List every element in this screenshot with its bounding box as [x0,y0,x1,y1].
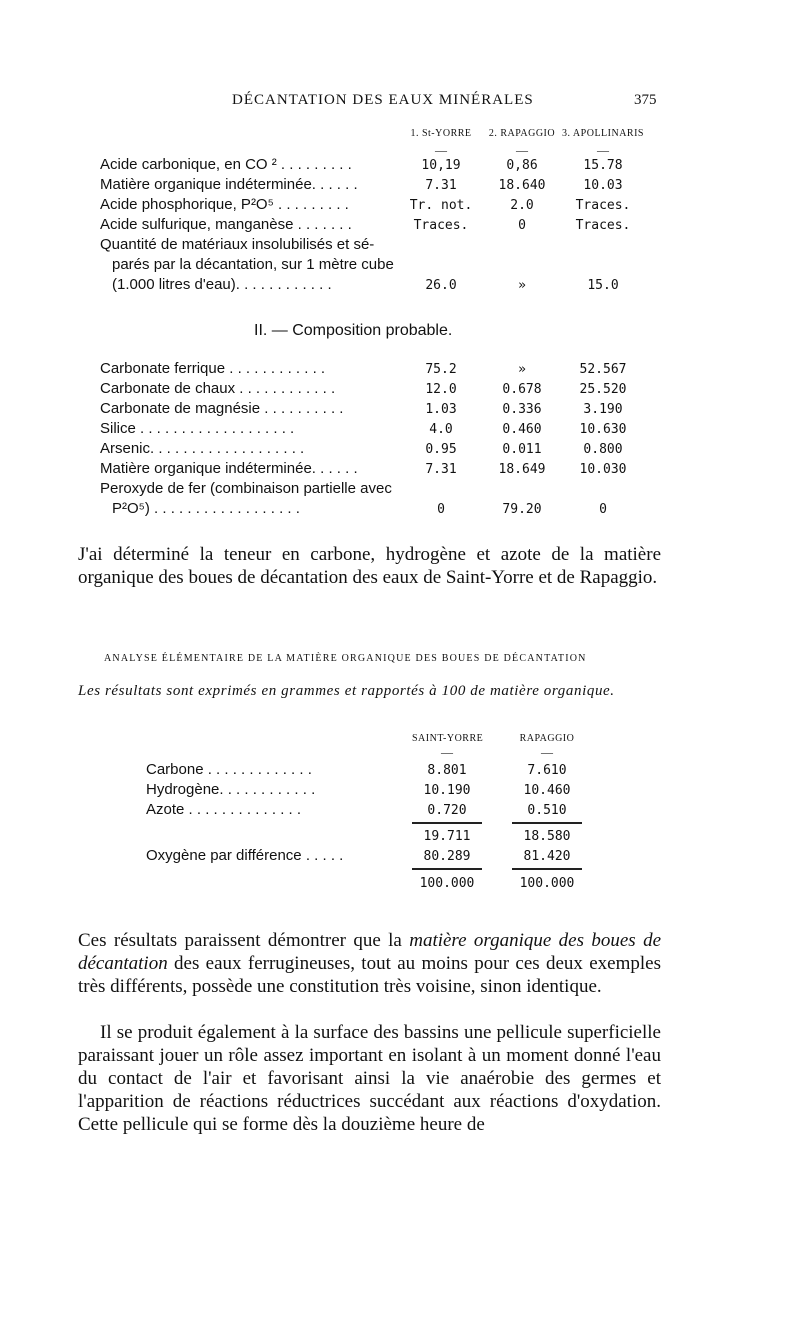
table-cell: Tr. not. [409,198,473,213]
table-row-label: Carbonate de chaux . . . . . . . . . . . . [100,380,336,397]
table-cell: 0.011 [502,442,542,457]
table-cell: 26.0 [425,278,457,293]
table-cell: 7.31 [425,178,457,193]
table-row-label: Carbone . . . . . . . . . . . . . [146,761,312,778]
total-cell: 100.000 [419,876,475,891]
table-row-label: Acide sulfurique, manganèse . . . . . . . [100,216,352,233]
column-header-saint-yorre: SAINT-YORRE [412,733,484,744]
table-cell: 3.190 [583,402,623,417]
body-paragraph: J'ai déterminé la teneur en carbone, hydrogène et azote de la matière organique des boues de décantation des eaux de Saint-Yorre et de Rapaggio. [78,544,661,588]
sum-rule [412,868,482,870]
table-cell: 10,19 [421,158,461,173]
table-row-label: Hydrogène. . . . . . . . . . . . [146,781,316,798]
table-cell: 25.520 [579,382,627,397]
table-cell: 0 [518,218,526,233]
table-cell: 10.630 [579,422,627,437]
table-cell: 80.289 [423,849,471,864]
analysis-note: Les résultats sont exprimés en grammes et rapportés à 100 de matière organique. [78,683,615,699]
column-header-apollinaris: 3. APOLLINARIS [561,128,644,139]
section-heading: II. — Composition probable. [254,322,453,339]
subtotal-cell: 19.711 [423,829,471,844]
column-dash: — [597,143,609,157]
table-row-label: Matière organique indéterminée. . . . . . [100,460,358,477]
running-title: DÉCANTATION DES EAUX MINÉRALES [232,92,534,108]
paragraph-text: Ces résultats paraissent démontrer que la [78,930,410,951]
table-row-label: Carbonate ferrique . . . . . . . . . . . . [100,360,326,377]
table-row-label: (1.000 litres d'eau). . . . . . . . . . . . [112,276,332,293]
analysis-title: ANALYSE ÉLÉMENTAIRE DE LA MATIÈRE ORGANIQUE DES BOUES DE DÉCANTATION [104,653,587,664]
table-cell: 15.78 [583,158,623,173]
table-cell: 0.800 [583,442,623,457]
table-row-label: Oxygène par différence . . . . . [146,847,344,864]
sum-rule [512,822,582,824]
column-dash: — [516,143,528,157]
column-header-rapaggio: 2. RAPAGGIO [488,128,556,139]
table-row-label: Acide carbonique, en CO ² . . . . . . . . . [100,156,352,173]
table-cell: 1.03 [425,402,457,417]
table-row-label: parés par la décantation, sur 1 mètre cube [112,256,394,273]
column-dash: — [441,745,453,759]
table-cell: 0.95 [425,442,457,457]
table-cell: 0 [599,502,607,517]
table-cell: 79.20 [502,502,542,517]
table-cell: 10.030 [579,462,627,477]
table-cell: 10.190 [423,783,471,798]
sum-rule [512,868,582,870]
table-row-label: P²O⁵) . . . . . . . . . . . . . . . . . . [112,500,300,517]
sum-rule [412,822,482,824]
table-cell: 18.649 [498,462,546,477]
column-header-rapaggio: RAPAGGIO [519,733,575,744]
total-cell: 100.000 [519,876,575,891]
table-cell: 75.2 [425,362,457,377]
table-row-label: Matière organique indéterminée. . . . . . [100,176,358,193]
table-cell: 0.510 [527,803,567,818]
table-row-label: Arsenic. . . . . . . . . . . . . . . . . . . [100,440,305,457]
table-cell: Traces. [413,218,469,233]
table-cell: » [518,362,526,377]
table-row-label: Azote . . . . . . . . . . . . . . [146,801,302,818]
table-cell: 2.0 [510,198,534,213]
table-row-label: Carbonate de magnésie . . . . . . . . . . [100,400,344,417]
table-row-label: Quantité de matériaux insolubilisés et sé- [100,236,375,253]
table-cell: 52.567 [579,362,627,377]
subtotal-cell: 18.580 [523,829,571,844]
table-cell: 0.720 [427,803,467,818]
table-cell: 7.610 [527,763,567,778]
table-cell: 18.640 [498,178,546,193]
table-cell: Traces. [575,198,631,213]
table-cell: 0.678 [502,382,542,397]
body-paragraph [78,929,661,998]
table-cell: Traces. [575,218,631,233]
table-cell: 81.420 [523,849,571,864]
table-cell: 4.0 [429,422,453,437]
table-cell: » [518,278,526,293]
table-cell: 10.03 [583,178,623,193]
column-dash: — [541,745,553,759]
table-cell: 0,86 [506,158,538,173]
column-header-st-yorre: 1. St-YORRE [410,128,472,139]
paragraph-text: des eaux ferrugineuses, tout au moins pour ces deux exemples très différents, possède une constitution très voisine, sinon identique. [78,953,661,997]
table-cell: 10.460 [523,783,571,798]
table-cell: 8.801 [427,763,467,778]
column-dash: — [435,143,447,157]
table-cell: 15.0 [587,278,619,293]
table-row-label: Peroxyde de fer (combinaison partielle avec [100,480,392,497]
table-cell: 7.31 [425,462,457,477]
table-cell: 0 [437,502,445,517]
paragraph-italic: matière organique des boues de décantation [78,930,662,974]
table-row-label: Silice . . . . . . . . . . . . . . . . . . . [100,420,295,437]
table-cell: 0.336 [502,402,542,417]
page-number: 375 [634,92,657,108]
table-cell: 0.460 [502,422,542,437]
table-cell: 12.0 [425,382,457,397]
table-row-label: Acide phosphorique, P²O⁵ . . . . . . . . . [100,196,349,213]
body-paragraph: Il se produit également à la surface des bassins une pellicule superficielle paraissant jouer un rôle assez important en isolant à un moment donné l'eau du contact de l'air et favorisant ainsi la vie anaérobie des germes et l'apparition de réactions réductrices succédant aux réactions d'oxydation. Cette pellicule qui se forme dès la douzième heure de [78,1022,661,1135]
